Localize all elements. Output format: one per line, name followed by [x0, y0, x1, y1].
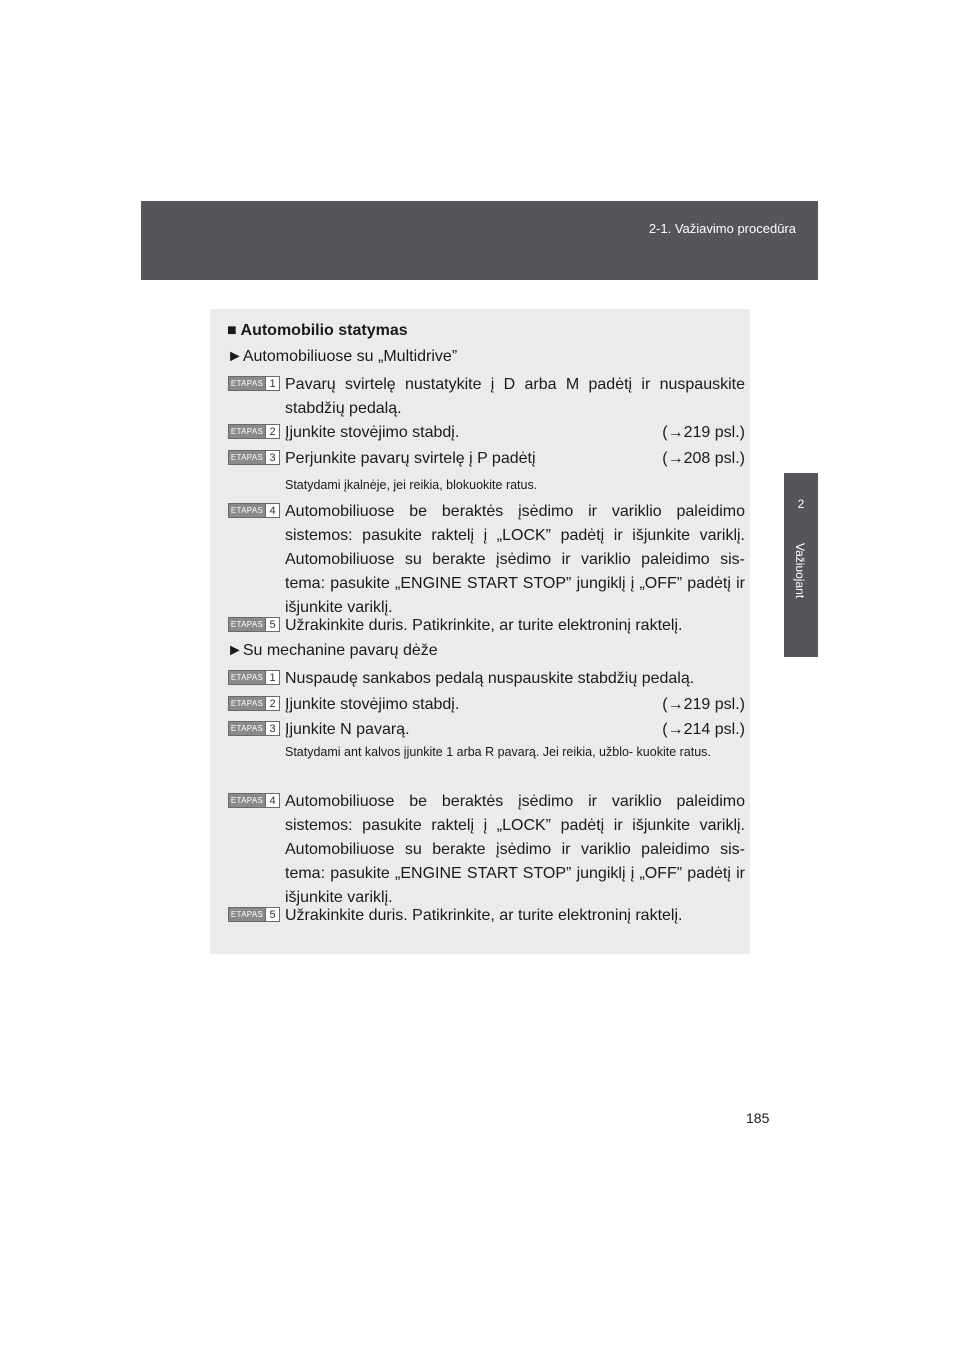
step-manual-2 [228, 693, 745, 717]
page-reference: (→214 psl.) [662, 721, 745, 738]
chapter-number: 2 [797, 497, 805, 511]
step-badge: ETAPAS 1 [228, 670, 280, 685]
content-box [210, 309, 750, 954]
step-text: Nuspaudę sankabos pedalą nuspauskite stabdžių pedalą. [285, 670, 695, 687]
step-text: Užrakinkite duris. Patikrinkite, ar turite elektroninį raktelį. [285, 907, 683, 924]
header-band [141, 201, 818, 280]
step-badge: ETAPAS 5 [228, 907, 280, 922]
step-badge: ETAPAS 1 [228, 376, 280, 391]
section-title: ■ Automobilio statymas [227, 322, 408, 339]
chapter-side-tab [784, 473, 818, 657]
step-text: Įjunkite stovėjimo stabdį. [285, 424, 460, 441]
step-badge: ETAPAS 3 [228, 721, 280, 736]
step-badge: ETAPAS 3 [228, 450, 280, 465]
step-text: Perjunkite pavarų svirtelę į P padėtį [285, 450, 536, 467]
page-reference: (→219 psl.) [662, 696, 745, 713]
step-text: Pavarų svirtelę nustatykite į D arba M padėtį ir nuspauskite stabdžių pedalą. [285, 376, 745, 417]
chapter-label: Važiuojant [793, 543, 807, 599]
step-badge: ETAPAS 2 [228, 696, 280, 711]
note-multidrive: Statydami įkalnėje, jei reikia, blokuokite ratus. [285, 478, 538, 492]
note-manual: Statydami ant kalvos įjunkite 1 arba R pavarą. Jei reikia, užblo- kuokite ratus. [285, 745, 711, 759]
step-multidrive-3 [228, 447, 745, 471]
step-text: Automobiliuose be beraktės įsėdimo ir variklio paleidimo sistemos: pasukite raktelį į „LOCK” padėtį ir išjunkite variklį. Automobiliuose su berakte įsėdimo ir variklio paleidimo sis- tema: pasukite „ENGINE START STOP” jungiklį į „OFF” padėtį ir išjunkite variklį. [285, 503, 745, 616]
step-manual-3 [228, 718, 745, 742]
step-badge: ETAPAS 2 [228, 424, 280, 439]
step-text: Automobiliuose be beraktės įsėdimo ir variklio paleidimo sistemos: pasukite raktelį į „LOCK” padėtį ir išjunkite variklį. Automobiliuose su berakte įsėdimo ir variklio paleidimo sis- tema: pasukite „ENGINE START STOP” jungiklį į „OFF” padėtį ir išjunkite variklį. [285, 793, 745, 906]
subsection-title-multidrive: ►Automobiliuose su „Multidrive” [227, 348, 458, 365]
step-multidrive-2 [228, 421, 745, 445]
step-badge: ETAPAS 4 [228, 793, 280, 808]
step-text: Įjunkite N pavarą. [285, 721, 410, 738]
page-number: 185 [746, 1110, 770, 1126]
step-multidrive-5 [228, 614, 745, 638]
step-manual-1 [228, 667, 745, 691]
page-reference: (→219 psl.) [662, 424, 745, 441]
step-manual-4 [228, 790, 745, 910]
subsection-title-manual: ►Su mechanine pavarų dėže [227, 642, 438, 659]
header-title: 2-1. Važiavimo procedūra [648, 221, 796, 236]
step-badge: ETAPAS 5 [228, 617, 280, 632]
page-reference: (→208 psl.) [662, 450, 745, 467]
step-multidrive-1 [228, 373, 745, 421]
step-multidrive-4 [228, 500, 745, 620]
step-manual-5 [228, 904, 745, 928]
step-badge: ETAPAS 4 [228, 503, 280, 518]
step-text: Įjunkite stovėjimo stabdį. [285, 696, 460, 713]
step-text: Užrakinkite duris. Patikrinkite, ar turite elektroninį raktelį. [285, 617, 683, 634]
